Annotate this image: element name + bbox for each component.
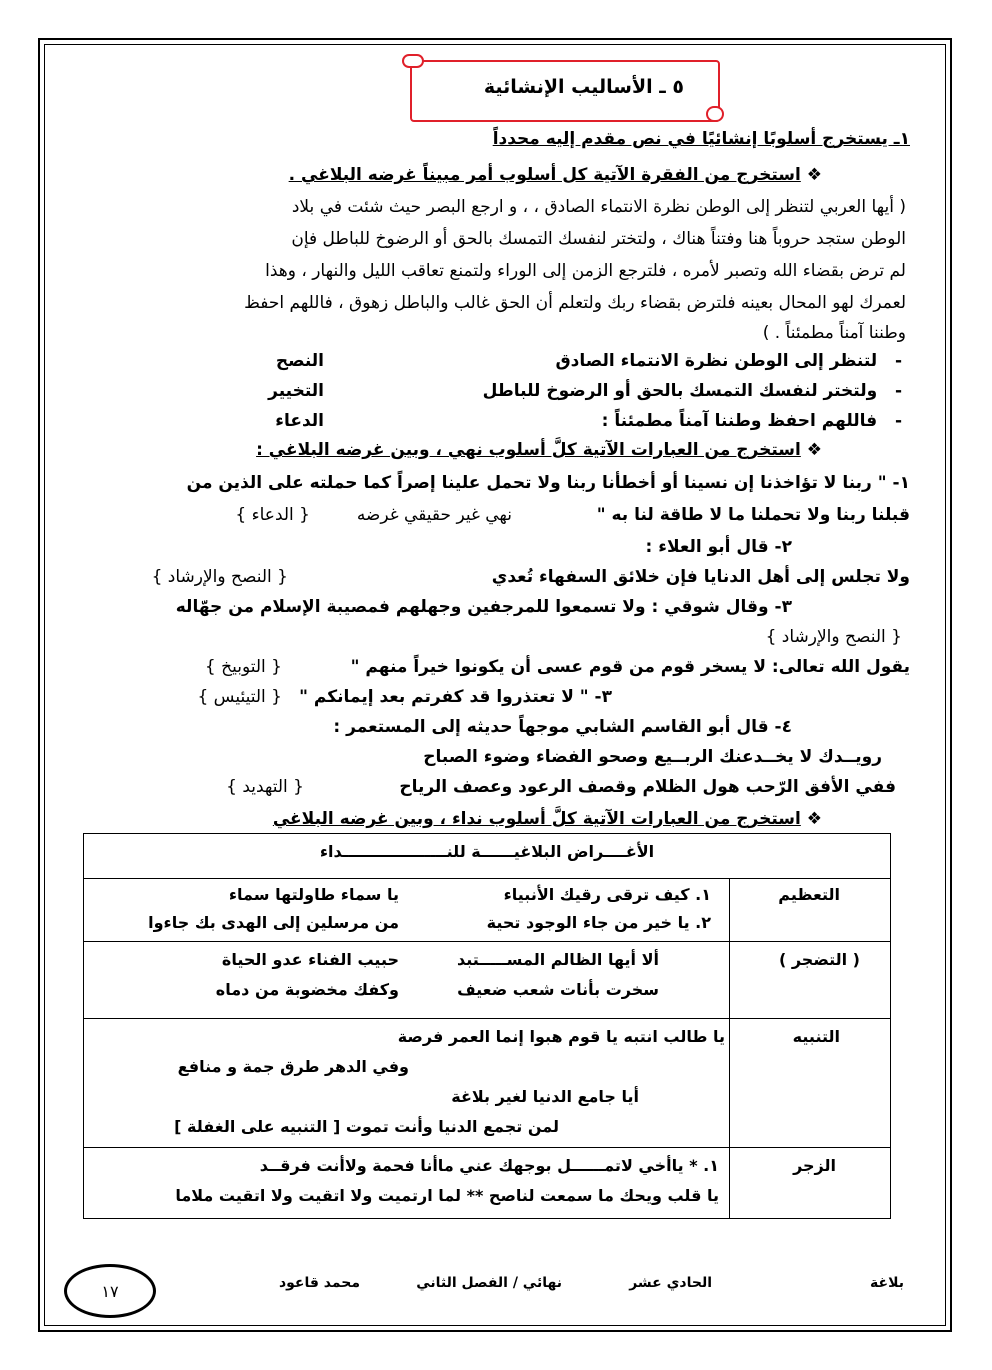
vocative-purposes-table xyxy=(83,833,891,1219)
answer-purpose: التخيير xyxy=(268,381,324,401)
title-dash: ـ xyxy=(659,76,666,98)
answer-row xyxy=(483,380,902,402)
answer-purpose: النصح xyxy=(275,351,324,371)
purpose-label: الزجر xyxy=(793,1156,836,1175)
list-dash: - xyxy=(894,411,902,431)
answer-style: لتنظر إلى الوطن نظرة الانتماء الصادق xyxy=(555,351,878,371)
title-number: ٥ xyxy=(672,76,684,98)
vocative-instruction-text: استخرج من العبارات الآتية كلَّ أسلوب نداء ، وبين غرضه البلاغي xyxy=(272,809,801,829)
purpose-cell xyxy=(730,1019,891,1148)
purpose-label: التنبيه xyxy=(792,1027,840,1046)
verse-part: سخرت بأنات شعب ضعيف xyxy=(457,980,659,999)
answer-purpose: الدعاء xyxy=(275,411,324,431)
page-number: ١٧ xyxy=(101,1281,119,1301)
example-line: لمن تجمع الدنيا وأنت تموت [ التنبيه على الغفلة ] xyxy=(174,1117,559,1136)
paragraph-line: لم ترض بقضاء الله وتصبر لأمره ، فلترجع الزمن إلى الوراء ولتمنع تعاقب الليل والنهار ، وهذا xyxy=(265,261,906,281)
prohibition-instruction xyxy=(256,439,822,461)
answer-row xyxy=(602,410,902,432)
paragraph-line: وطننا آمناً مطمئناً . ) xyxy=(762,323,906,343)
verse-part: وكفك مخضوبة من دماه xyxy=(215,980,399,999)
table-row xyxy=(84,942,891,1019)
quran-verse-line: ١- " ربنا لا تؤاخذنا إن نسينا أو أخطأنا ربنا ولا تحمل علينا إصراً كما حملته على الذين من xyxy=(186,473,910,493)
prohibition-purpose: { التيئيس } xyxy=(197,687,282,707)
poetry-verse: رويــدك لا يخــدعنك الربــيع وصحو الفضاء وضوء الصباح xyxy=(423,747,882,767)
example-line: وفي الدهر طرق جمة و منافع xyxy=(177,1057,409,1076)
table-row xyxy=(84,879,891,942)
prohibition-item-label: يقول الله تعالى: لا يسخر قوم من قوم عسى أن يكونوا خيراً منهم " xyxy=(350,657,910,677)
verse-part: يا سماء طاولتها سماء xyxy=(228,885,399,904)
prohibition-note: نهي غير حقيقي غرضه xyxy=(356,505,512,525)
example-line: يا قلب ويحك ما سمعت لناصح ** لما ارتميت ولا اتقيت ولا اتقيت ملاما xyxy=(175,1186,719,1205)
prohibition-purpose: { التهديد } xyxy=(226,777,304,797)
vocative-instruction xyxy=(273,808,822,830)
title-text: الأساليب الإنشائية xyxy=(483,76,653,98)
prohibition-instruction-text: استخرج من العبارات الآتية كلَّ أسلوب نهي ، وبين غرضه البلاغي : xyxy=(256,440,801,460)
answer-style: فاللهم احفظ وطننا آمناً مطمئناً : xyxy=(601,411,878,431)
paragraph-line: لعمرك لهو المحال بعينه فلترض بقضاء ربك ولتعلم أن الحق غالب والباطل زهوق ، فاللهم احفظ xyxy=(244,293,906,313)
example-line: ١. * ياأخي لاتمــــــل بوجهك عني ماأنا فحمة ولاأنت فرقــد xyxy=(259,1156,719,1175)
diamond-bullet-icon: ❖ xyxy=(806,165,822,185)
answer-style: ولتختر لنفسك التمسك بالحق أو الرضوخ للباطل xyxy=(482,381,878,401)
objective-heading: ١ـ يستخرج أسلوبًا إنشائيًا في نص مقدم إليه محدداً xyxy=(492,129,910,149)
purpose-label: التعظيم xyxy=(778,885,840,904)
diamond-bullet-icon: ❖ xyxy=(806,809,822,829)
example-line: أيا جامع الدنيا لغير بلاغة xyxy=(451,1087,639,1106)
verse-part: من مرسلين إلى الهدى بك جاءوا xyxy=(148,913,399,932)
table-header-cell xyxy=(84,834,891,879)
verse-part: ألا أيها الظالم المســـــتبد xyxy=(457,950,659,969)
paragraph-line: الوطن ستجد حروباً هنا وفتناً هناك ، ولتختر لنفسك التمسك بالحق أو الرضوخ للباطل فإن xyxy=(291,229,906,249)
prohibition-item-label: ٣- وقال شوقي : ولا تسمعوا للمرجفين وجهلهم فمصيبة الإسلام من جهّاله xyxy=(175,597,792,617)
footer-grade: الحادي عشر xyxy=(629,1275,712,1291)
prohibition-item-label: ٤- قال أبو القاسم الشابي موجهاً حديثه إلى المستعمر : xyxy=(333,717,792,737)
footer-author: محمد قاعود xyxy=(278,1275,360,1291)
table-header-row xyxy=(84,834,891,879)
paragraph-line: ( أيها العربي لتنظر إلى الوطن نظرة الانتماء الصادق ، ، و ارجع البصر حيث شئت في بلاد xyxy=(291,197,906,217)
prohibition-item-label: ٣- " لا تعتذروا قد كفرتم بعد إيمانكم " xyxy=(299,687,612,707)
table-header-text: الأغــــراض البلاغيــــــة للنـــــــــــــــــــداء xyxy=(319,842,655,861)
purpose-label: ( التضجر ) xyxy=(778,950,860,969)
imperative-instruction xyxy=(289,164,822,186)
purpose-cell xyxy=(730,1148,891,1219)
table-row xyxy=(84,1148,891,1219)
prohibition-purpose: { النصح والإرشاد } xyxy=(151,567,288,587)
purpose-cell xyxy=(730,942,891,1019)
prohibition-purpose: { التوبيخ } xyxy=(204,657,282,677)
poetry-verse: ففي الأفق الرّحب هول الظلام وقصف الرعود وعصف الرياح xyxy=(399,777,896,797)
prohibition-purpose: { الدعاء } xyxy=(235,505,310,525)
footer-subject: بلاغة xyxy=(870,1275,904,1291)
example-line: يا طالب انتبه يا قوم هبوا إنما العمر فرصة xyxy=(397,1027,725,1046)
quran-verse-line: قبلنا ربنا ولا تحملنا ما لا طاقة لنا به " xyxy=(596,505,910,525)
answer-row xyxy=(555,350,902,372)
prohibition-purpose: { النصح والإرشاد } xyxy=(765,627,902,647)
table-row xyxy=(84,1019,891,1148)
page-number-badge xyxy=(64,1264,156,1318)
list-dash: - xyxy=(894,381,902,401)
verse-part: ٢. يا خير من جاء الوجود تحية xyxy=(486,913,711,932)
poetry-verse: ولا تجلس إلى أهل الدنايا فإن خلائق السفهاء تُعدي xyxy=(491,567,910,587)
title-banner xyxy=(402,52,724,126)
prohibition-item-label: ٢- قال أبو العلاء : xyxy=(645,537,792,557)
scroll-curl-bottom xyxy=(706,106,724,122)
verse-part: حبيب الفناء عدو الحياة xyxy=(221,950,399,969)
example-cell xyxy=(84,1019,730,1148)
list-dash: - xyxy=(894,351,902,371)
example-cell xyxy=(84,942,730,1019)
scroll-curl-top xyxy=(402,54,424,68)
purpose-cell xyxy=(730,879,891,942)
footer-term: نهائي / الفصل الثاني xyxy=(416,1275,562,1291)
imperative-instruction-text: استخرج من الفقرة الآتية كل أسلوب أمر مبيناً غرضه البلاغي . xyxy=(288,165,801,185)
example-cell xyxy=(84,879,730,942)
diamond-bullet-icon: ❖ xyxy=(806,440,822,460)
example-cell xyxy=(84,1148,730,1219)
verse-part: ١. كيف ترقى رقيك الأنبياء xyxy=(503,885,711,904)
page-title xyxy=(484,76,684,98)
